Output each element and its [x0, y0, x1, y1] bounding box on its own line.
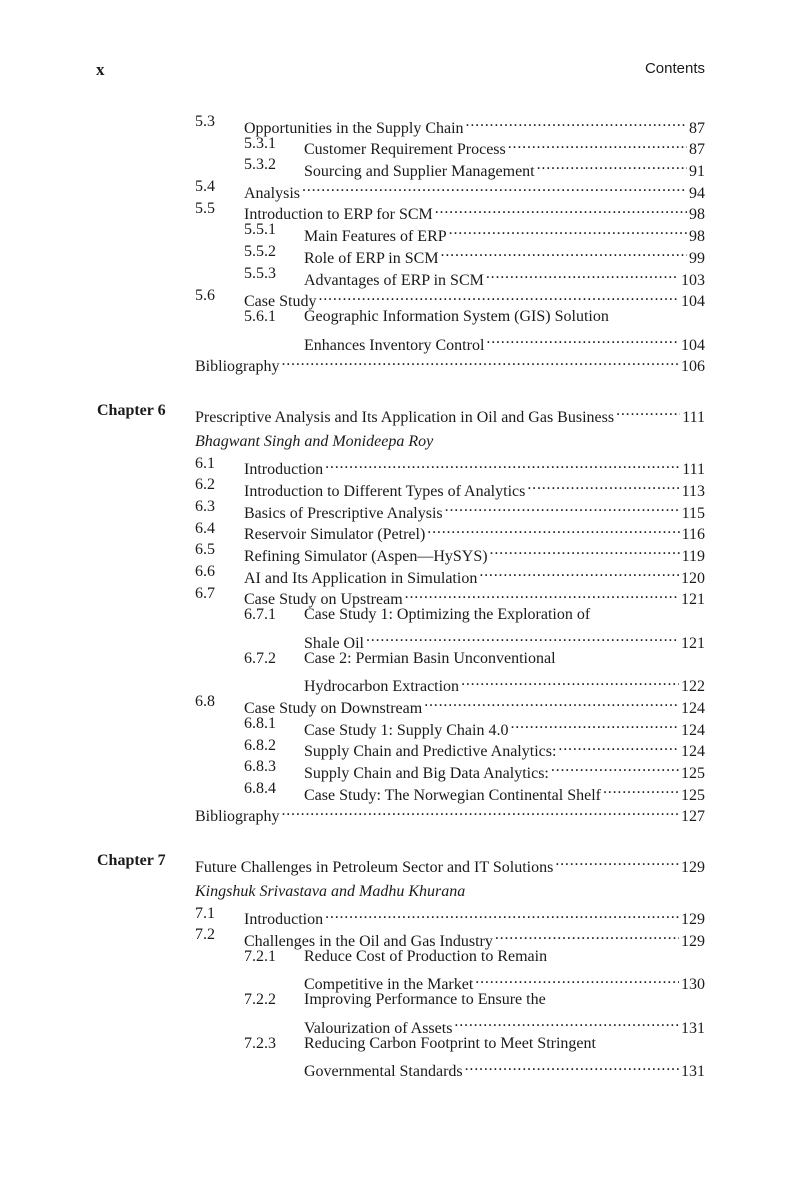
- dot-leader: [461, 670, 679, 692]
- page-ref: 131: [681, 1063, 705, 1081]
- section-title: Role of ERP in SCM: [304, 249, 439, 267]
- section-title: Bibliography: [195, 358, 280, 376]
- section-title: Analysis: [244, 184, 300, 202]
- page-ref: 106: [681, 358, 705, 376]
- dot-leader: [449, 219, 687, 241]
- dot-leader: [435, 198, 687, 220]
- toc-row: [0, 539, 800, 566]
- section-title: Case Study on Downstream: [244, 699, 423, 717]
- running-title: Contents: [644, 60, 705, 77]
- page-ref: 124: [681, 721, 705, 739]
- toc-row: [0, 946, 800, 968]
- dot-leader: [495, 924, 679, 946]
- chapter-row: [0, 850, 800, 876]
- toc-row: [0, 1055, 800, 1081]
- dot-leader: [445, 496, 680, 518]
- toc-row: [0, 713, 800, 739]
- page-ref: 113: [681, 483, 705, 500]
- dot-leader: [424, 691, 679, 713]
- section-title: Basics of Prescriptive Analysis: [244, 504, 443, 522]
- section-title: AI and Its Application in Simulation: [244, 569, 478, 587]
- page-ref: 116: [681, 526, 705, 544]
- page-ref: 129: [681, 859, 705, 876]
- section-number: 7.1: [195, 904, 215, 922]
- section-number: 5.6.1: [244, 308, 276, 326]
- dot-leader: [281, 350, 679, 372]
- section-number: 6.7: [195, 584, 215, 602]
- toc-row: [0, 263, 800, 289]
- dot-leader: [366, 626, 679, 648]
- section-title: Reservoir Simulator (Petrel): [244, 526, 426, 544]
- page-ref: 121: [681, 634, 705, 652]
- dot-leader: [302, 176, 687, 198]
- section-title: Supply Chain and Predictive Analytics:: [304, 743, 557, 761]
- toc-row: [0, 561, 800, 587]
- page-ref: 124: [681, 743, 705, 761]
- table-of-contents: [0, 111, 800, 1081]
- dot-leader: [475, 968, 679, 990]
- toc-row: [0, 328, 800, 354]
- page-ref: 131: [681, 1019, 705, 1037]
- section-number: 6.6: [195, 563, 215, 581]
- section-title: Challenges in the Oil and Gas Industry: [244, 933, 493, 951]
- section-title-line2: Shale Oil: [304, 634, 364, 652]
- toc-row: [0, 735, 800, 761]
- page-ref: 111: [682, 461, 705, 479]
- toc-row: [0, 198, 800, 224]
- section-title-line2: Competitive in the Market: [304, 976, 474, 994]
- section-number: 7.2.1: [244, 948, 276, 966]
- dot-leader: [281, 800, 679, 822]
- toc-row: [0, 133, 800, 159]
- dot-leader: [510, 713, 679, 735]
- toc-row: [0, 778, 800, 804]
- page-ref: 87: [689, 119, 705, 137]
- section-number: 6.8.2: [244, 736, 276, 754]
- section-title-line2: Governmental Standards: [304, 1063, 463, 1081]
- dot-leader: [555, 850, 679, 872]
- page-ref: 103: [681, 271, 705, 289]
- toc-row: [0, 756, 800, 782]
- toc-row: [0, 800, 800, 826]
- section-title-line1[interactable]: Improving Performance to Ensure the: [304, 991, 546, 1009]
- section-number: 5.4: [195, 178, 215, 196]
- toc-row: [0, 241, 800, 267]
- dot-leader: [465, 1055, 679, 1077]
- section-number: 6.3: [195, 498, 215, 515]
- section-title: Introduction to ERP for SCM: [244, 206, 433, 224]
- chapter-authors: Kingshuk Srivastava and Madhu Khurana: [195, 883, 466, 900]
- toc-row: [0, 350, 800, 376]
- section-title: Refining Simulator (Aspen—HySYS): [244, 548, 488, 566]
- page-ref: 98: [689, 228, 705, 246]
- section-title: Advantages of ERP in SCM: [304, 271, 484, 289]
- dot-leader: [486, 328, 679, 350]
- section-number: 6.8.4: [244, 779, 276, 797]
- section-number: 6.4: [195, 519, 215, 537]
- toc-row: [0, 496, 800, 522]
- toc-row: [0, 453, 800, 479]
- toc-row: [0, 989, 800, 1011]
- section-number: 5.3.1: [244, 134, 276, 152]
- section-number: 7.2.2: [244, 991, 276, 1009]
- toc-row: [0, 285, 800, 311]
- page-ref: 87: [689, 141, 705, 159]
- dot-leader: [558, 735, 679, 757]
- toc-row: [0, 176, 800, 202]
- section-title: Case Study 1: Supply Chain 4.0: [304, 721, 509, 739]
- page-ref: 94: [689, 184, 705, 202]
- page-number: x: [96, 60, 105, 79]
- section-number: 5.5.1: [244, 221, 276, 239]
- page-ref: 129: [681, 933, 705, 951]
- section-title-line1[interactable]: Case Study 1: Optimizing the Exploration of: [304, 606, 591, 624]
- toc-row: [0, 1033, 800, 1055]
- page-ref: 130: [681, 976, 705, 994]
- chapter-label: Chapter 7: [97, 852, 166, 870]
- section-title: Customer Requirement Process: [304, 141, 506, 159]
- section-number: 5.5: [195, 199, 215, 217]
- page-ref: 119: [681, 548, 705, 566]
- toc-row: [0, 968, 800, 994]
- section-title: Case Study: The Norwegian Continental Shelf: [304, 786, 601, 804]
- section-number: 6.2: [195, 476, 215, 494]
- chapter-entry[interactable]: [195, 400, 705, 428]
- section-title: Introduction: [244, 911, 324, 929]
- section-title: Opportunities in the Supply Chain: [244, 119, 464, 137]
- toc-entry[interactable]: [304, 1055, 705, 1083]
- page-ref: 115: [681, 504, 705, 522]
- section-title: Introduction: [244, 461, 324, 479]
- toc-row: [0, 626, 800, 652]
- page-ref: 104: [681, 293, 705, 311]
- toc-row: [0, 583, 800, 609]
- toc-entry-bibliography[interactable]: [195, 800, 705, 828]
- authors-row: [0, 881, 800, 903]
- dot-leader: [479, 561, 679, 583]
- section-title: Main Features of ERP: [304, 228, 447, 246]
- section-number: 5.6: [195, 286, 215, 304]
- dot-leader: [616, 400, 680, 422]
- dot-leader: [508, 133, 687, 155]
- toc-row: [0, 154, 800, 181]
- toc-row: [0, 306, 800, 328]
- section-title: Supply Chain and Big Data Analytics:: [304, 764, 549, 782]
- section-number: 6.8.1: [244, 714, 276, 732]
- page-ref: 127: [681, 808, 705, 826]
- dot-leader: [537, 154, 687, 176]
- dot-leader: [441, 241, 687, 263]
- section-title-line1[interactable]: Reduce Cost of Production to Remain: [304, 948, 548, 966]
- dot-leader: [486, 263, 679, 285]
- section-title-line1[interactable]: Geographic Information System (GIS) Solution: [304, 308, 609, 326]
- chapter-title: Future Challenges in Petroleum Sector and IT Solutions: [195, 859, 554, 876]
- section-number: 5.3: [195, 113, 215, 130]
- chapter-label: Chapter 6: [97, 402, 166, 420]
- section-title-line2: Enhances Inventory Control: [304, 336, 485, 354]
- chapter-entry[interactable]: [195, 850, 705, 878]
- page-ref: 125: [681, 786, 705, 804]
- section-number: 6.8: [195, 693, 215, 711]
- section-title: Introduction to Different Types of Analytics: [244, 483, 526, 500]
- page-ref: 98: [689, 206, 705, 224]
- section-number: 7.2.3: [244, 1034, 276, 1052]
- toc-row: [0, 604, 800, 626]
- toc-row: [0, 1011, 800, 1037]
- page-ref: 121: [681, 591, 705, 609]
- page-header: [96, 60, 705, 82]
- dot-leader: [427, 518, 679, 540]
- page-ref: 104: [681, 336, 705, 354]
- dot-leader: [551, 756, 679, 778]
- toc-row: [0, 691, 800, 717]
- page-ref: 99: [689, 249, 705, 267]
- toc-row: [0, 474, 800, 500]
- page-ref: 122: [681, 678, 705, 696]
- section-number: 6.1: [195, 454, 215, 472]
- page-ref: 91: [689, 163, 705, 181]
- section-number: 5.3.2: [244, 156, 276, 174]
- chapter-row: [0, 400, 800, 426]
- section-title: Case Study on Upstream: [244, 591, 403, 609]
- section-number: 6.8.3: [244, 758, 276, 776]
- dot-leader: [318, 285, 679, 307]
- dot-leader: [454, 1011, 679, 1033]
- section-number: 6.5: [195, 541, 215, 559]
- toc-row: [0, 670, 800, 696]
- section-number: 5.5.2: [244, 243, 276, 261]
- section-title-line2: Valourization of Assets: [304, 1019, 453, 1037]
- toc-row: [0, 219, 800, 246]
- page-ref: 111: [682, 408, 705, 426]
- section-title: Sourcing and Supplier Management: [304, 163, 535, 181]
- section-number: 7.2: [195, 926, 215, 944]
- dot-leader: [490, 539, 680, 561]
- section-title-line1[interactable]: Reducing Carbon Footprint to Meet Stringent: [304, 1034, 596, 1052]
- dot-leader: [325, 903, 679, 925]
- dot-leader: [527, 474, 679, 496]
- page-ref: 125: [681, 764, 705, 782]
- section-title: Bibliography: [195, 808, 280, 826]
- toc-row: [0, 518, 800, 544]
- dot-leader: [466, 111, 687, 133]
- page-ref: 124: [681, 699, 705, 717]
- dot-leader: [603, 778, 679, 800]
- toc-row: [0, 924, 800, 951]
- page-ref: 120: [681, 569, 705, 587]
- section-title: Case Study: [244, 293, 317, 311]
- toc-row: [0, 648, 800, 670]
- section-title-line2: Hydrocarbon Extraction: [304, 678, 460, 696]
- dot-leader: [405, 583, 679, 605]
- chapter-authors: Bhagwant Singh and Monideepa Roy: [195, 432, 434, 450]
- authors-row: [0, 431, 800, 453]
- section-number: 6.7.1: [244, 606, 276, 624]
- dot-leader: [325, 453, 680, 475]
- page-ref: 129: [681, 911, 705, 929]
- section-title-line1[interactable]: Case 2: Permian Basin Unconventional: [304, 649, 556, 667]
- toc-row: [0, 111, 800, 137]
- toc-entry-bibliography[interactable]: [195, 350, 705, 378]
- section-number: 6.7.2: [244, 649, 276, 667]
- toc-row: [0, 903, 800, 929]
- section-number: 5.5.3: [244, 264, 276, 282]
- chapter-title: Prescriptive Analysis and Its Application in Oil and Gas Business: [195, 408, 615, 426]
